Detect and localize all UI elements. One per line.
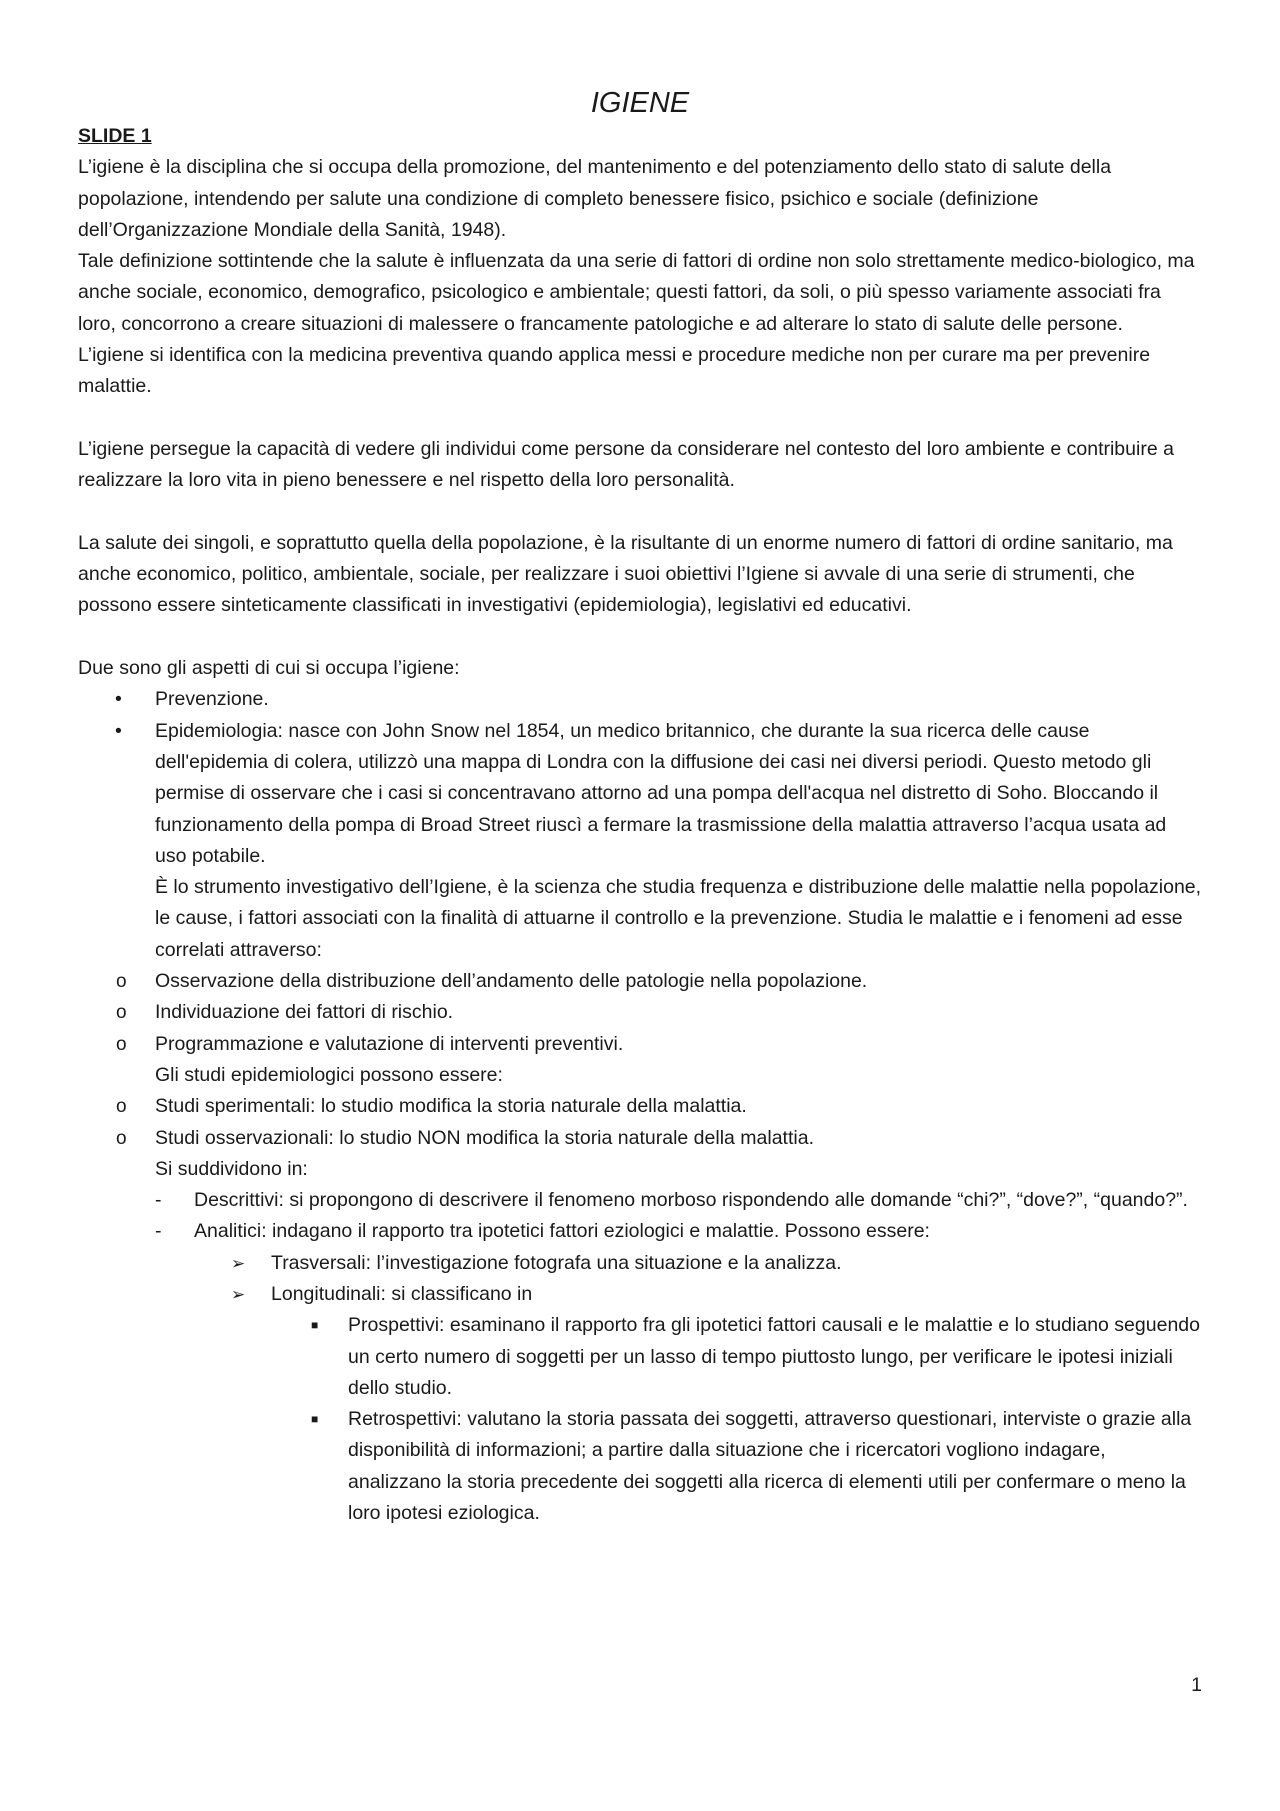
list-item-method [78, 966, 1202, 997]
slide-label: SLIDE 1 [78, 125, 152, 147]
study-types-list [78, 1091, 1202, 1529]
circle-bullet-icon: o [116, 971, 127, 993]
list-item-longitudinal-type [271, 1310, 1202, 1404]
epidemiology-methods-list [78, 966, 1202, 1060]
epidemiology-definition: È lo strumento investigativo dell’Igiene, è la scienza che studia frequenza e distribuzione delle malattie nella popolazione, le cause, i fattori associati con la finalità di attuarne il controllo e la prevenzione. Studia le malattie e i fenomeni ad esse correlati attraverso: [155, 876, 1202, 961]
longitudinal-types-list [271, 1310, 1202, 1529]
list-item-text: Prospettivi: esaminano il rapporto fra gli ipotetici fattori causali e le malattie e lo studiano seguendo un certo numero di soggetti per un lasso di tempo piuttosto lungo, per verificare le ipotesi iniziali dello studio. [348, 1314, 1200, 1399]
list-item-epidemiology [78, 716, 1202, 1530]
document-title: IGIENE [590, 87, 690, 119]
spacer [78, 622, 1202, 653]
list-item-text: Longitudinali: si classificano in [271, 1282, 533, 1305]
analytic-types-list [194, 1248, 1202, 1530]
circle-bullet-icon: o [116, 1002, 127, 1024]
list-item-text: Studi osservazionali: lo studio NON modifica la storia naturale della malattia. [155, 1126, 814, 1149]
circle-bullet-icon: o [116, 1127, 127, 1149]
circle-bullet-icon: o [116, 1096, 127, 1118]
list-item-text: Programmazione e valutazione di interventi preventivi. [155, 1032, 624, 1055]
list-item-text: Retrospettivi: valutano la storia passata dei soggetti, attraverso questionari, interviste o grazie alla disponibilità di informazioni; a partire dalla situazione che i ricercatori vogliono indagare, analizzano la storia precedente dei soggetti alla ricerca di elementi utili per confermare o meno la loro ipotesi eziologica. [348, 1408, 1192, 1525]
list-item-text: Individuazione dei fattori di rischio. [155, 1001, 454, 1024]
list-item-study-type [78, 1091, 1202, 1122]
paragraph-preventive-medicine: L’igiene si identifica con la medicina preventiva quando applica messi e procedure mediche non per curare ma per prevenire malattie. [78, 344, 1151, 398]
arrow-bullet-icon: ➢ [231, 1284, 246, 1304]
paragraph-factors: Tale definizione sottintende che la salute è influenzata da una serie di fattori di ordine non solo strettamente medico-biologico, ma anche sociale, economico, demografico, psicologico e ambientale; questi fattori, da soli, o più spesso variamente associati fra loro, concorrono a creare situazioni di malessere o francamente patologiche e ad alterare lo stato di salute delle persone. [78, 250, 1195, 335]
square-bullet-icon: ■ [311, 1412, 319, 1427]
list-item-text: Analitici: indagano il rapporto tra ipotetici fattori eziologici e malattie. Possono essere: [194, 1220, 930, 1243]
bullet-icon: • [115, 688, 122, 711]
list-item-method [78, 1029, 1202, 1060]
circle-bullet-icon: o [116, 1033, 127, 1055]
bullet-icon: • [115, 719, 122, 742]
list-item-text: Studi sperimentali: lo studio modifica la storia naturale della malattia. [155, 1095, 747, 1118]
list-item-study-type [78, 1123, 1202, 1530]
list-item-method [78, 997, 1202, 1028]
list-item-longitudinal-type [271, 1404, 1202, 1529]
spacer [78, 497, 1202, 528]
list-item-text: Osservazione della distribuzione dell’andamento delle patologie nella popolazione. [155, 970, 868, 993]
page-number: 1 [1191, 1674, 1202, 1696]
paragraph-health-factors: La salute dei singoli, e soprattutto quella della popolazione, è la risultante di un enorme numero di fattori di ordine sanitario, ma anche economico, politico, ambientale, sociale, per realizzare i suoi obiettivi l’Igiene si avvale di una serie di strumenti, che possono essere sinteticamente classificati in investigativi (epidemiologia), legislativi ed educativi. [78, 531, 1173, 617]
list-item-observational-type [155, 1216, 1202, 1529]
list-item-text: Prevenzione. [155, 688, 269, 711]
spacer [78, 403, 1202, 434]
list-item-analytic-type [194, 1279, 1202, 1529]
list-item-analytic-type [194, 1248, 1202, 1279]
list-item-observational-type [155, 1185, 1202, 1216]
dash-bullet-icon: - [155, 1220, 162, 1243]
dash-bullet-icon: - [155, 1189, 162, 1212]
paragraph-definition: L’igiene è la disciplina che si occupa della promozione, del mantenimento e del potenziamento dello stato di salute della popolazione, intendendo per salute una condizione di completo benessere fisico, psichico e sociale (definizione dell’Organizzazione Mondiale della Sanità, 1948). [78, 156, 1112, 241]
paragraph-aspects-intro: Due sono gli aspetti di cui si occupa l’igiene: [78, 657, 460, 680]
list-item-text: Trasversali: l’investigazione fotografa una situazione e la analizza. [271, 1251, 842, 1274]
list-item-text: Descrittivi: si propongono di descrivere il fenomeno morboso rispondendo alle domande “chi?”, “dove?”, “quando?”. [194, 1189, 1188, 1212]
list-item-text: Epidemiologia: nasce con John Snow nel 1854, un medico britannico, che durante la sua ricerca delle cause dell'epidemia di colera, utilizzò una mappa di Londra con la diffusione dei casi nei diversi periodi. Questo metodo gli permise di osservare che i casi si concentravano attorno ad una pompa dell'acqua nel distretto di Soho. Bloccando il funzionamento della pompa di Broad Street riuscì a fermare la trasmissione della malattia attraverso l’acqua usata ad uso potabile. [155, 719, 1167, 867]
observational-types-list [155, 1185, 1202, 1529]
aspects-list [78, 684, 1202, 1529]
square-bullet-icon: ■ [311, 1318, 319, 1333]
studies-intro: Gli studi epidemiologici possono essere: [155, 1063, 503, 1086]
subdivision-intro: Si suddividono in: [155, 1157, 308, 1180]
arrow-bullet-icon: ➢ [231, 1253, 246, 1273]
paragraph-individuals: L’igiene persegue la capacità di vedere gli individui come persone da considerare nel contesto del loro ambiente e contribuire a realizzare la loro vita in pieno benessere e nel rispetto della loro personalità. [78, 437, 1174, 492]
list-item-prevention [78, 684, 1202, 715]
